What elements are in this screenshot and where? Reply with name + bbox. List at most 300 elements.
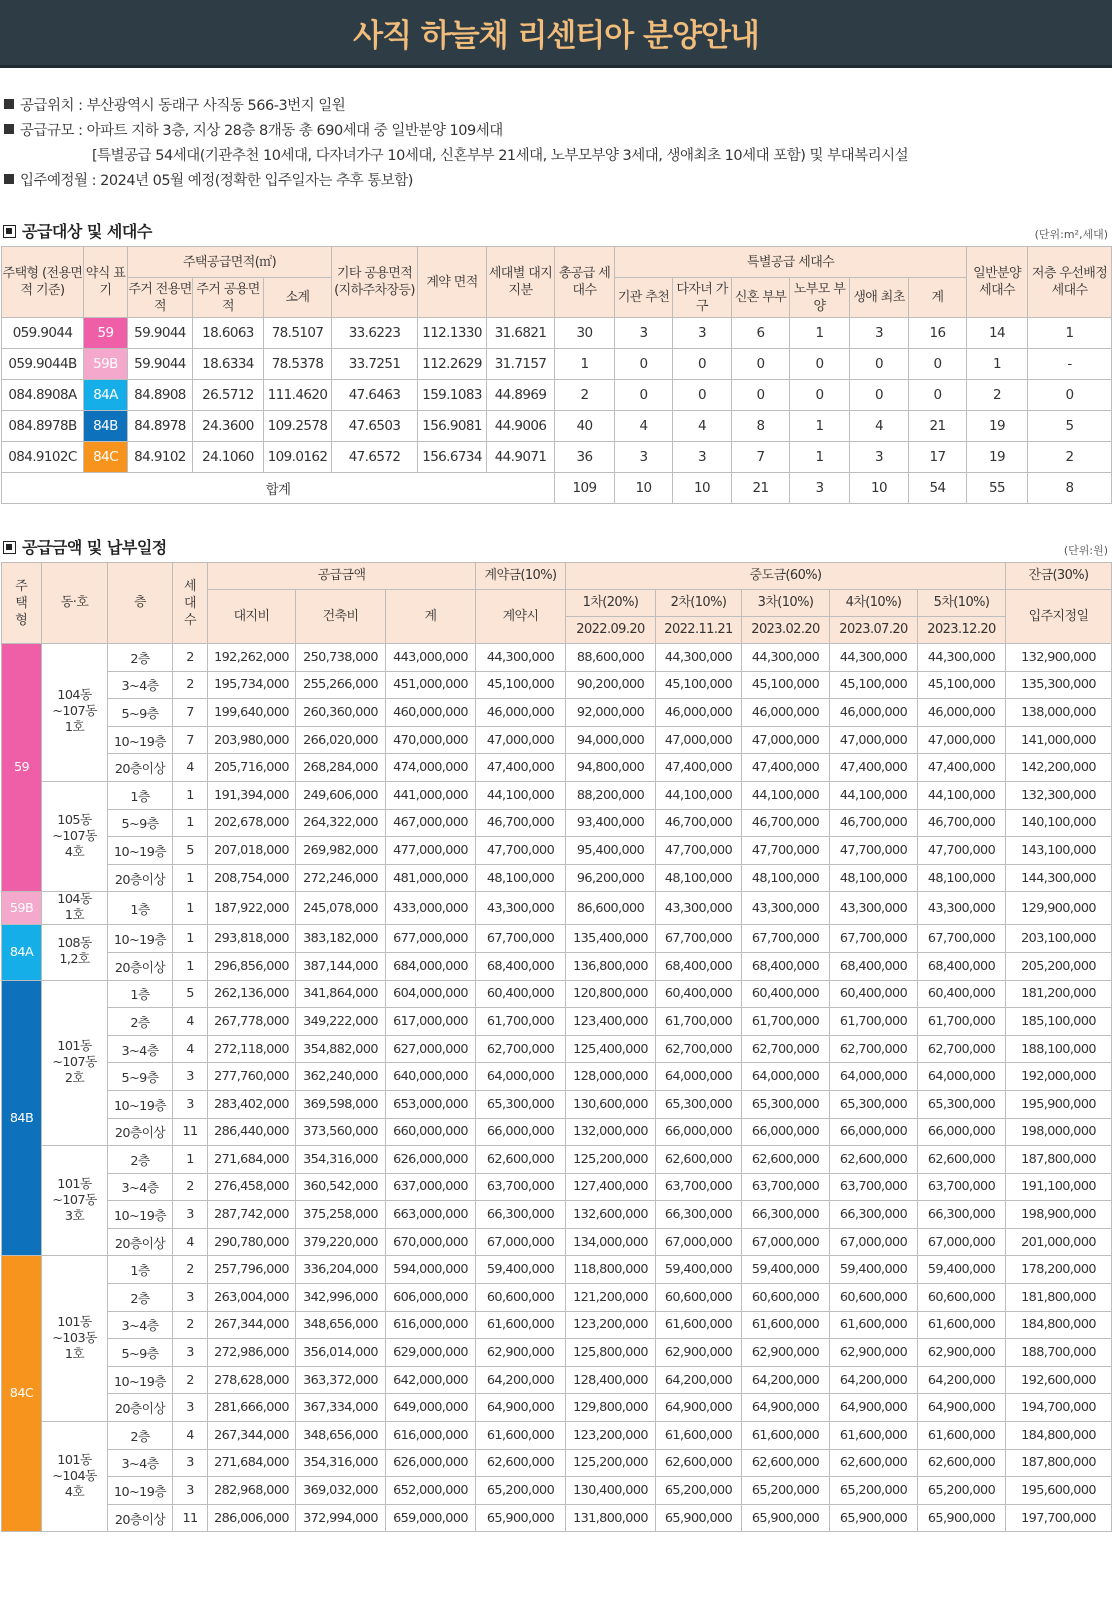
cell-m2: 45,100,000 xyxy=(656,671,742,699)
cell-units: 2 xyxy=(173,1256,208,1284)
cell-m3: 43,300,000 xyxy=(742,892,830,925)
cell-m2: 44,100,000 xyxy=(656,781,742,809)
cell-land: 187,922,000 xyxy=(208,892,296,925)
cell-m1: 130,400,000 xyxy=(566,1477,656,1505)
cell-sum: 653,000,000 xyxy=(386,1090,476,1118)
cell-type: 084.9102C xyxy=(2,442,84,473)
cell-m4: 60,400,000 xyxy=(830,980,918,1008)
cell-m2: 67,700,000 xyxy=(656,925,742,953)
cell-units: 11 xyxy=(173,1118,208,1146)
cell-deposit: 65,200,000 xyxy=(476,1477,566,1505)
cell-m5: 65,900,000 xyxy=(918,1504,1006,1532)
table-row xyxy=(2,1449,1112,1477)
section2-header xyxy=(0,534,1112,558)
cell-units: 7 xyxy=(173,699,208,727)
cell-floor: 5~9층 xyxy=(108,699,173,727)
cell-deposit: 61,600,000 xyxy=(476,1422,566,1450)
cell-land: 205,716,000 xyxy=(208,754,296,782)
cell-units: 1 xyxy=(173,809,208,837)
cell-dong-ho xyxy=(42,892,108,925)
cell-m2: 63,700,000 xyxy=(656,1173,742,1201)
cell-m1: 92,000,000 xyxy=(566,699,656,727)
th-inst: 기관 추천 xyxy=(615,278,673,318)
cell-sum-label: 합계 xyxy=(2,473,555,504)
th2-floor: 층 xyxy=(108,563,173,644)
cell-deposit: 66,000,000 xyxy=(476,1118,566,1146)
cell-balance: 187,800,000 xyxy=(1006,1146,1112,1174)
cell-m1: 128,000,000 xyxy=(566,1063,656,1091)
cell-balance: 188,700,000 xyxy=(1006,1339,1112,1367)
cell-m4: 67,700,000 xyxy=(830,925,918,953)
cell-low: 0 xyxy=(1028,380,1112,411)
th-house-type: 주택형 (전용면적 기준) xyxy=(2,247,84,318)
cell-other: 47.6463 xyxy=(332,380,418,411)
cell-m4: 64,000,000 xyxy=(830,1063,918,1091)
cell-building: 348,656,000 xyxy=(296,1422,386,1450)
cell-m1: 123,200,000 xyxy=(566,1422,656,1450)
cell-balance: 141,000,000 xyxy=(1006,726,1112,754)
cell-m4: 44,300,000 xyxy=(830,644,918,672)
cell-m3: 61,600,000 xyxy=(742,1422,830,1450)
cell-general: 19 xyxy=(967,411,1028,442)
table-row xyxy=(2,925,1112,953)
cell-low: 2 xyxy=(1028,442,1112,473)
cell-balance: 198,900,000 xyxy=(1006,1201,1112,1229)
cell-subtotal: 78.5107 xyxy=(264,318,332,349)
cell-land: 267,778,000 xyxy=(208,1008,296,1036)
cell-m4: 65,300,000 xyxy=(830,1090,918,1118)
cell-m4: 62,900,000 xyxy=(830,1339,918,1367)
table-row xyxy=(2,1090,1112,1118)
cell-deposit: 67,000,000 xyxy=(476,1228,566,1256)
cell-floor: 2층 xyxy=(108,1422,173,1450)
dong-ho-line: ~107동 xyxy=(52,1192,97,1208)
cell-building: 336,204,000 xyxy=(296,1256,386,1284)
th2-building: 건축비 xyxy=(296,590,386,644)
cell-building: 354,316,000 xyxy=(296,1146,386,1174)
cell-units: 3 xyxy=(173,1477,208,1505)
dong-ho-line: 101동 xyxy=(57,1038,92,1054)
cell-first: 3 xyxy=(850,442,909,473)
cell-dong-ho xyxy=(42,925,108,980)
cell-m5: 61,700,000 xyxy=(918,1008,1006,1036)
cell-land: 276,458,000 xyxy=(208,1173,296,1201)
th2-dong-ho: 동·호 xyxy=(42,563,108,644)
cell-first: 0 xyxy=(850,380,909,411)
table-row xyxy=(2,1201,1112,1229)
table-row xyxy=(2,754,1112,782)
supply-units-table xyxy=(1,246,1112,504)
page-title: 사직 하늘채 리센티아 분양안내 xyxy=(353,18,759,54)
dong-ho-line: ~103동 xyxy=(52,1330,97,1346)
cell-building: 369,032,000 xyxy=(296,1477,386,1505)
th-subtotal: 소계 xyxy=(264,278,332,318)
cell-m4: 62,600,000 xyxy=(830,1449,918,1477)
cell-land: 282,968,000 xyxy=(208,1477,296,1505)
cell-sum-multi: 10 xyxy=(673,473,732,504)
cell-floor: 3~4층 xyxy=(108,1311,173,1339)
cell-deposit: 62,700,000 xyxy=(476,1035,566,1063)
cell-m1: 120,800,000 xyxy=(566,980,656,1008)
cell-land: 262,136,000 xyxy=(208,980,296,1008)
dong-ho-line: 101동 xyxy=(57,1452,92,1468)
cell-balance: 185,100,000 xyxy=(1006,1008,1112,1036)
cell-multi: 3 xyxy=(673,442,732,473)
cell-m1: 136,800,000 xyxy=(566,952,656,980)
cell-sum: 441,000,000 xyxy=(386,781,476,809)
cell-floor: 5~9층 xyxy=(108,1063,173,1091)
cell-m3: 47,700,000 xyxy=(742,837,830,865)
dong-ho-line: 105동 xyxy=(57,812,92,828)
cell-m5: 64,200,000 xyxy=(918,1366,1006,1394)
cell-m5: 62,600,000 xyxy=(918,1449,1006,1477)
cell-private: 84.9102 xyxy=(128,442,193,473)
info-location: 공급위치 : 부산광역시 동래구 사직동 566-3번지 일원 xyxy=(4,94,1112,119)
cell-floor: 20층이상 xyxy=(108,1394,173,1422)
cell-m4: 65,200,000 xyxy=(830,1477,918,1505)
cell-house-type: 59B xyxy=(2,892,42,925)
th-private-area: 주거 전용면적 xyxy=(128,278,193,318)
th2-balance: 잔금(30%) xyxy=(1006,563,1112,590)
cell-first: 3 xyxy=(850,318,909,349)
cell-sum-total: 109 xyxy=(555,473,615,504)
cell-m5: 59,400,000 xyxy=(918,1256,1006,1284)
cell-m1: 131,800,000 xyxy=(566,1504,656,1532)
cell-m1: 129,800,000 xyxy=(566,1394,656,1422)
cell-m1: 93,400,000 xyxy=(566,809,656,837)
cell-m1: 95,400,000 xyxy=(566,837,656,865)
cell-contract: 156.6734 xyxy=(418,442,487,473)
cell-balance: 138,000,000 xyxy=(1006,699,1112,727)
cell-m1: 127,400,000 xyxy=(566,1173,656,1201)
cell-deposit: 68,400,000 xyxy=(476,952,566,980)
cell-deposit: 46,000,000 xyxy=(476,699,566,727)
cell-balance: 140,100,000 xyxy=(1006,809,1112,837)
supply-info xyxy=(0,68,1112,194)
cell-m2: 44,300,000 xyxy=(656,644,742,672)
cell-sum: 474,000,000 xyxy=(386,754,476,782)
cell-land: 267,344,000 xyxy=(208,1422,296,1450)
cell-sum: 659,000,000 xyxy=(386,1504,476,1532)
th2-m4-date: 2023.07.20 xyxy=(830,617,918,644)
cell-m1: 94,000,000 xyxy=(566,726,656,754)
cell-land: 267,344,000 xyxy=(208,1311,296,1339)
cell-m3: 60,400,000 xyxy=(742,980,830,1008)
cell-m4: 61,600,000 xyxy=(830,1422,918,1450)
cell-building: 363,372,000 xyxy=(296,1366,386,1394)
cell-m4: 46,700,000 xyxy=(830,809,918,837)
cell-land: 278,628,000 xyxy=(208,1366,296,1394)
cell-m5: 60,400,000 xyxy=(918,980,1006,1008)
cell-m4: 60,600,000 xyxy=(830,1284,918,1312)
cell-floor: 10~19층 xyxy=(108,1477,173,1505)
cell-building: 249,606,000 xyxy=(296,781,386,809)
th2-m3-date: 2023.02.20 xyxy=(742,617,830,644)
cell-total: 30 xyxy=(555,318,615,349)
cell-m5: 62,700,000 xyxy=(918,1035,1006,1063)
cell-m1: 128,400,000 xyxy=(566,1366,656,1394)
cell-private: 59.9044 xyxy=(128,349,193,380)
cell-total: 36 xyxy=(555,442,615,473)
cell-ssum: 21 xyxy=(909,411,967,442)
cell-m1: 88,200,000 xyxy=(566,781,656,809)
cell-m4: 66,300,000 xyxy=(830,1201,918,1229)
cell-m3: 63,700,000 xyxy=(742,1173,830,1201)
cell-m4: 67,000,000 xyxy=(830,1228,918,1256)
cell-sum: 629,000,000 xyxy=(386,1339,476,1367)
cell-m1: 125,400,000 xyxy=(566,1035,656,1063)
cell-sum: 616,000,000 xyxy=(386,1311,476,1339)
info-scale-detail: [특별공급 54세대(기관추천 10세대, 다자녀가구 10세대, 신혼부부 21세대, 노부모부양 3세대, 생애최초 10세대 포함) 및 부대복리시설 xyxy=(92,148,909,164)
table-row xyxy=(2,1311,1112,1339)
cell-sum-inst: 10 xyxy=(615,473,673,504)
table-row xyxy=(2,1008,1112,1036)
cell-sum: 606,000,000 xyxy=(386,1284,476,1312)
cell-m4: 62,600,000 xyxy=(830,1146,918,1174)
table-row xyxy=(2,349,1112,380)
cell-first: 4 xyxy=(850,411,909,442)
cell-building: 255,266,000 xyxy=(296,671,386,699)
cell-balance: 201,000,000 xyxy=(1006,1228,1112,1256)
cell-land: 271,684,000 xyxy=(208,1449,296,1477)
cell-m5: 45,100,000 xyxy=(918,671,1006,699)
table-row xyxy=(2,864,1112,892)
cell-total: 2 xyxy=(555,380,615,411)
cell-units: 1 xyxy=(173,952,208,980)
th2-deposit: 계약금(10%) xyxy=(476,563,566,590)
cell-sum: 460,000,000 xyxy=(386,699,476,727)
cell-floor: 10~19층 xyxy=(108,925,173,953)
cell-abbr: 84A xyxy=(84,380,128,411)
cell-sum: 594,000,000 xyxy=(386,1256,476,1284)
th-total-units: 총공급 세대수 xyxy=(555,247,615,318)
cell-deposit: 61,700,000 xyxy=(476,1008,566,1036)
cell-m1: 132,000,000 xyxy=(566,1118,656,1146)
cell-land: 257,796,000 xyxy=(208,1256,296,1284)
table-row xyxy=(2,1228,1112,1256)
cell-land: 207,018,000 xyxy=(208,837,296,865)
cell-m4: 61,700,000 xyxy=(830,1008,918,1036)
cell-sum: 604,000,000 xyxy=(386,980,476,1008)
table-row xyxy=(2,809,1112,837)
dong-ho-line: ~107동 xyxy=(52,828,97,844)
cell-units: 4 xyxy=(173,754,208,782)
cell-m2: 46,700,000 xyxy=(656,809,742,837)
cell-balance: 181,800,000 xyxy=(1006,1284,1112,1312)
cell-newlywed: 8 xyxy=(732,411,790,442)
cell-units: 11 xyxy=(173,1504,208,1532)
table-row xyxy=(2,1394,1112,1422)
cell-units: 7 xyxy=(173,726,208,754)
cell-building: 245,078,000 xyxy=(296,892,386,925)
cell-m3: 68,400,000 xyxy=(742,952,830,980)
cell-m2: 61,700,000 xyxy=(656,1008,742,1036)
cell-deposit: 65,300,000 xyxy=(476,1090,566,1118)
cell-floor: 20층이상 xyxy=(108,864,173,892)
table-row xyxy=(2,1146,1112,1174)
cell-floor: 1층 xyxy=(108,781,173,809)
cell-balance: 144,300,000 xyxy=(1006,864,1112,892)
cell-land: 203,980,000 xyxy=(208,726,296,754)
th2-house-type: 주택형 xyxy=(2,563,42,644)
cell-m2: 60,400,000 xyxy=(656,980,742,1008)
cell-sum: 637,000,000 xyxy=(386,1173,476,1201)
cell-balance: 195,600,000 xyxy=(1006,1477,1112,1505)
cell-units: 3 xyxy=(173,1339,208,1367)
cell-m2: 60,600,000 xyxy=(656,1284,742,1312)
cell-building: 383,182,000 xyxy=(296,925,386,953)
cell-m1: 125,200,000 xyxy=(566,1449,656,1477)
cell-m4: 44,100,000 xyxy=(830,781,918,809)
cell-floor: 2층 xyxy=(108,1284,173,1312)
cell-m2: 47,400,000 xyxy=(656,754,742,782)
cell-general: 1 xyxy=(967,349,1028,380)
cell-m1: 94,800,000 xyxy=(566,754,656,782)
table-row xyxy=(2,726,1112,754)
table-row xyxy=(2,1504,1112,1532)
cell-balance: 181,200,000 xyxy=(1006,980,1112,1008)
cell-m3: 64,200,000 xyxy=(742,1366,830,1394)
table-row xyxy=(2,1366,1112,1394)
cell-ssum: 0 xyxy=(909,349,967,380)
cell-building: 264,322,000 xyxy=(296,809,386,837)
cell-sum: 627,000,000 xyxy=(386,1035,476,1063)
cell-floor: 10~19층 xyxy=(108,837,173,865)
cell-units: 2 xyxy=(173,671,208,699)
cell-floor: 3~4층 xyxy=(108,671,173,699)
cell-m3: 45,100,000 xyxy=(742,671,830,699)
table-row xyxy=(2,781,1112,809)
table-row xyxy=(2,1118,1112,1146)
cell-land: 195,734,000 xyxy=(208,671,296,699)
cell-building: 269,982,000 xyxy=(296,837,386,865)
cell-dong-ho xyxy=(42,1422,108,1532)
th2-balance-time: 입주지정일 xyxy=(1006,590,1112,644)
dong-ho-line: 101동 xyxy=(57,1314,92,1330)
cell-m2: 62,700,000 xyxy=(656,1035,742,1063)
cell-land: 44.9006 xyxy=(487,411,555,442)
cell-m5: 66,300,000 xyxy=(918,1201,1006,1229)
cell-balance: 188,100,000 xyxy=(1006,1035,1112,1063)
table-row xyxy=(2,1173,1112,1201)
cell-multi: 4 xyxy=(673,411,732,442)
cell-units: 4 xyxy=(173,1008,208,1036)
cell-m2: 64,200,000 xyxy=(656,1366,742,1394)
table-row xyxy=(2,671,1112,699)
bullet-square-icon xyxy=(4,99,14,109)
cell-units: 1 xyxy=(173,781,208,809)
cell-m1: 134,000,000 xyxy=(566,1228,656,1256)
cell-m3: 60,600,000 xyxy=(742,1284,830,1312)
cell-units: 3 xyxy=(173,1090,208,1118)
table-row xyxy=(2,837,1112,865)
cell-sum: 677,000,000 xyxy=(386,925,476,953)
cell-land: 283,402,000 xyxy=(208,1090,296,1118)
th-elderly: 노부모 부양 xyxy=(790,278,850,318)
cell-sum: 481,000,000 xyxy=(386,864,476,892)
dong-ho-line: 101동 xyxy=(57,1176,92,1192)
cell-common: 26.5712 xyxy=(193,380,264,411)
cell-sum: 660,000,000 xyxy=(386,1118,476,1146)
table-row xyxy=(2,644,1112,672)
cell-m2: 64,000,000 xyxy=(656,1063,742,1091)
th-special: 특별공급 세대수 xyxy=(615,247,967,278)
cell-m4: 62,700,000 xyxy=(830,1035,918,1063)
table-row xyxy=(2,318,1112,349)
cell-building: 349,222,000 xyxy=(296,1008,386,1036)
table-row-sum xyxy=(2,473,1112,504)
cell-floor: 20층이상 xyxy=(108,754,173,782)
th2-middle: 중도금(60%) xyxy=(566,563,1006,590)
th-newlywed: 신혼 부부 xyxy=(732,278,790,318)
cell-building: 356,014,000 xyxy=(296,1339,386,1367)
section1-header xyxy=(0,218,1112,242)
cell-floor: 5~9층 xyxy=(108,809,173,837)
dong-ho-line: 104동 xyxy=(57,688,92,704)
th2-land: 대지비 xyxy=(208,590,296,644)
dong-ho-line: 4호 xyxy=(64,1484,85,1500)
cell-m5: 62,600,000 xyxy=(918,1146,1006,1174)
cell-newlywed: 0 xyxy=(732,380,790,411)
cell-m5: 68,400,000 xyxy=(918,952,1006,980)
th2-m2: 2차(10%) xyxy=(656,590,742,617)
cell-sum: 684,000,000 xyxy=(386,952,476,980)
cell-dong-ho xyxy=(42,1256,108,1422)
cell-floor: 2층 xyxy=(108,1008,173,1036)
cell-floor: 1층 xyxy=(108,892,173,925)
cell-units: 4 xyxy=(173,1422,208,1450)
cell-land: 281,666,000 xyxy=(208,1394,296,1422)
cell-common: 18.6063 xyxy=(193,318,264,349)
cell-contract: 112.2629 xyxy=(418,349,487,380)
cell-dong-ho xyxy=(42,980,108,1146)
cell-m3: 44,300,000 xyxy=(742,644,830,672)
cell-floor: 10~19층 xyxy=(108,726,173,754)
cell-abbr: 59B xyxy=(84,349,128,380)
th2-m3: 3차(10%) xyxy=(742,590,830,617)
th2-supply-price: 공급금액 xyxy=(208,563,476,590)
cell-land: 272,118,000 xyxy=(208,1035,296,1063)
cell-units: 3 xyxy=(173,1284,208,1312)
cell-deposit: 60,600,000 xyxy=(476,1284,566,1312)
cell-contract: 156.9081 xyxy=(418,411,487,442)
cell-sum: 433,000,000 xyxy=(386,892,476,925)
cell-elderly: 1 xyxy=(790,442,850,473)
cell-m2: 46,000,000 xyxy=(656,699,742,727)
cell-deposit: 44,100,000 xyxy=(476,781,566,809)
cell-units: 2 xyxy=(173,1366,208,1394)
page-header xyxy=(0,0,1112,68)
cell-sum: 616,000,000 xyxy=(386,1422,476,1450)
cell-m5: 43,300,000 xyxy=(918,892,1006,925)
cell-land: 191,394,000 xyxy=(208,781,296,809)
cell-sum-low: 8 xyxy=(1028,473,1112,504)
cell-deposit: 44,300,000 xyxy=(476,644,566,672)
cell-inst: 4 xyxy=(615,411,673,442)
cell-land: 199,640,000 xyxy=(208,699,296,727)
cell-m4: 47,700,000 xyxy=(830,837,918,865)
cell-sum: 470,000,000 xyxy=(386,726,476,754)
cell-m5: 65,200,000 xyxy=(918,1477,1006,1505)
cell-m1: 88,600,000 xyxy=(566,644,656,672)
cell-floor: 1층 xyxy=(108,980,173,1008)
cell-house-type: 84A xyxy=(2,925,42,980)
th2-m5: 5차(10%) xyxy=(918,590,1006,617)
cell-land: 287,742,000 xyxy=(208,1201,296,1229)
section2-unit: (단위:원) xyxy=(1063,544,1108,557)
info-scale: 공급규모 : 아파트 지하 3층, 지상 28층 8개동 총 690세대 중 일반분양 109세대 xyxy=(4,119,1112,144)
info-move-in: 입주예정월 : 2024년 05월 예정(정확한 입주일자는 추후 통보함) xyxy=(4,169,1112,194)
